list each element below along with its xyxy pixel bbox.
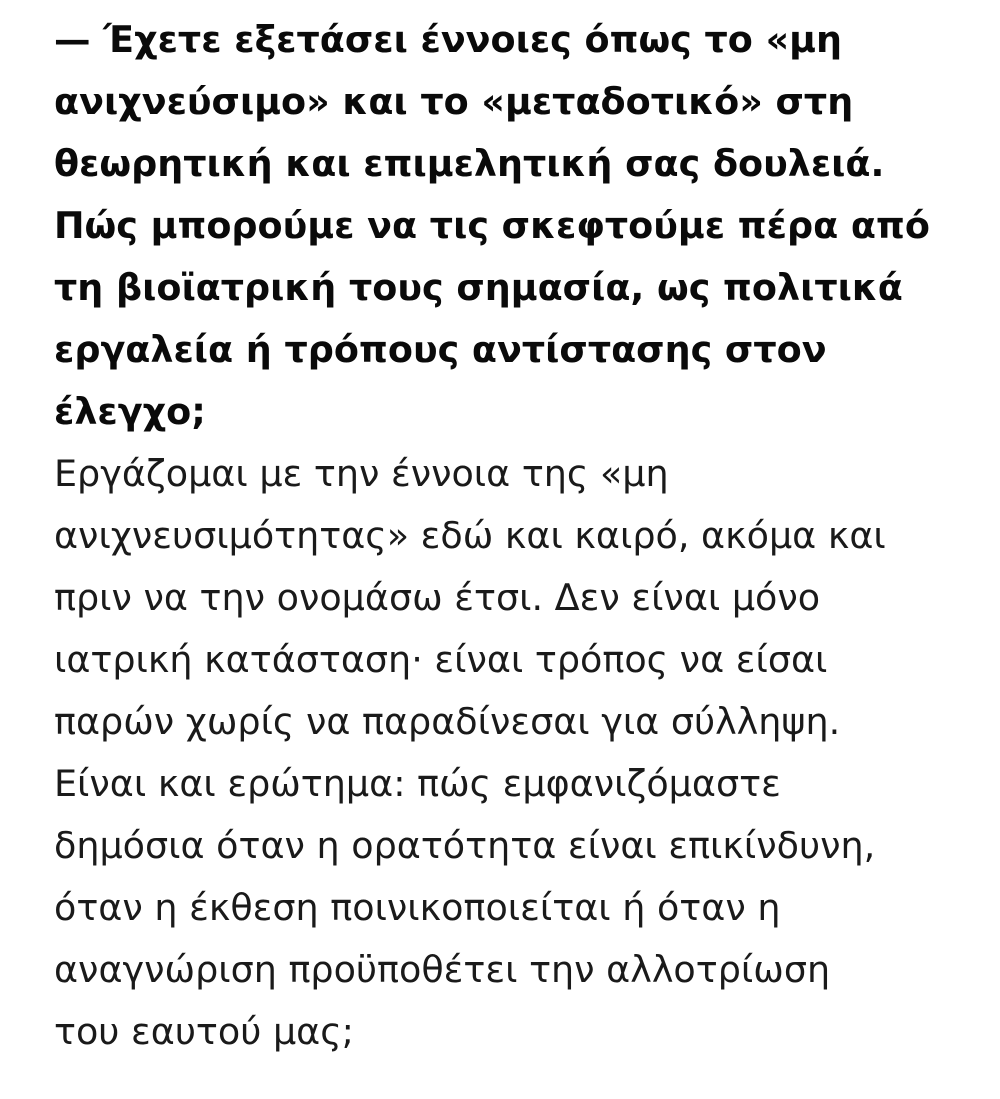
- question-line: τη βιοϊατρική τους σημασία, ως πολιτικά: [54, 266, 903, 309]
- answer-line: παρών χωρίς να παραδίνεσαι για σύλληψη.: [54, 700, 841, 743]
- question-line: θεωρητική και επιμελητική σας δουλειά.: [54, 142, 885, 185]
- question-line: ανιχνεύσιμο» και το «μεταδοτικό» στη: [54, 80, 854, 123]
- answer-line: πριν να την ονομάσω έτσι. Δεν είναι μόνο: [54, 576, 821, 619]
- question-line: έλεγχο;: [54, 390, 206, 433]
- answer-line: Εργάζομαι με την έννοια της «μη: [54, 452, 669, 495]
- answer-line: όταν η έκθεση ποινικοποιείται ή όταν η: [54, 886, 781, 929]
- question-line: — Έχετε εξετάσει έννοιες όπως το «μη: [54, 18, 843, 61]
- question-line: εργαλεία ή τρόπους αντίστασης στον: [54, 328, 827, 371]
- answer-line: δημόσια όταν η ορατότητα είναι επικίνδυνη,: [54, 824, 876, 867]
- answer-line: ιατρική κατάσταση· είναι τρόπος να είσαι: [54, 638, 828, 681]
- answer-line: αναγνώριση προϋποθέτει την αλλοτρίωση: [54, 948, 831, 991]
- answer-line: του εαυτού μας;: [54, 1010, 354, 1053]
- answer-line: Είναι και ερώτημα: πώς εμφανιζόμαστε: [54, 762, 781, 805]
- question-line: Πώς μπορούμε να τις σκεφτούμε πέρα από: [54, 204, 930, 247]
- answer-line: ανιχνευσιμότητας» εδώ και καιρό, ακόμα και: [54, 514, 886, 557]
